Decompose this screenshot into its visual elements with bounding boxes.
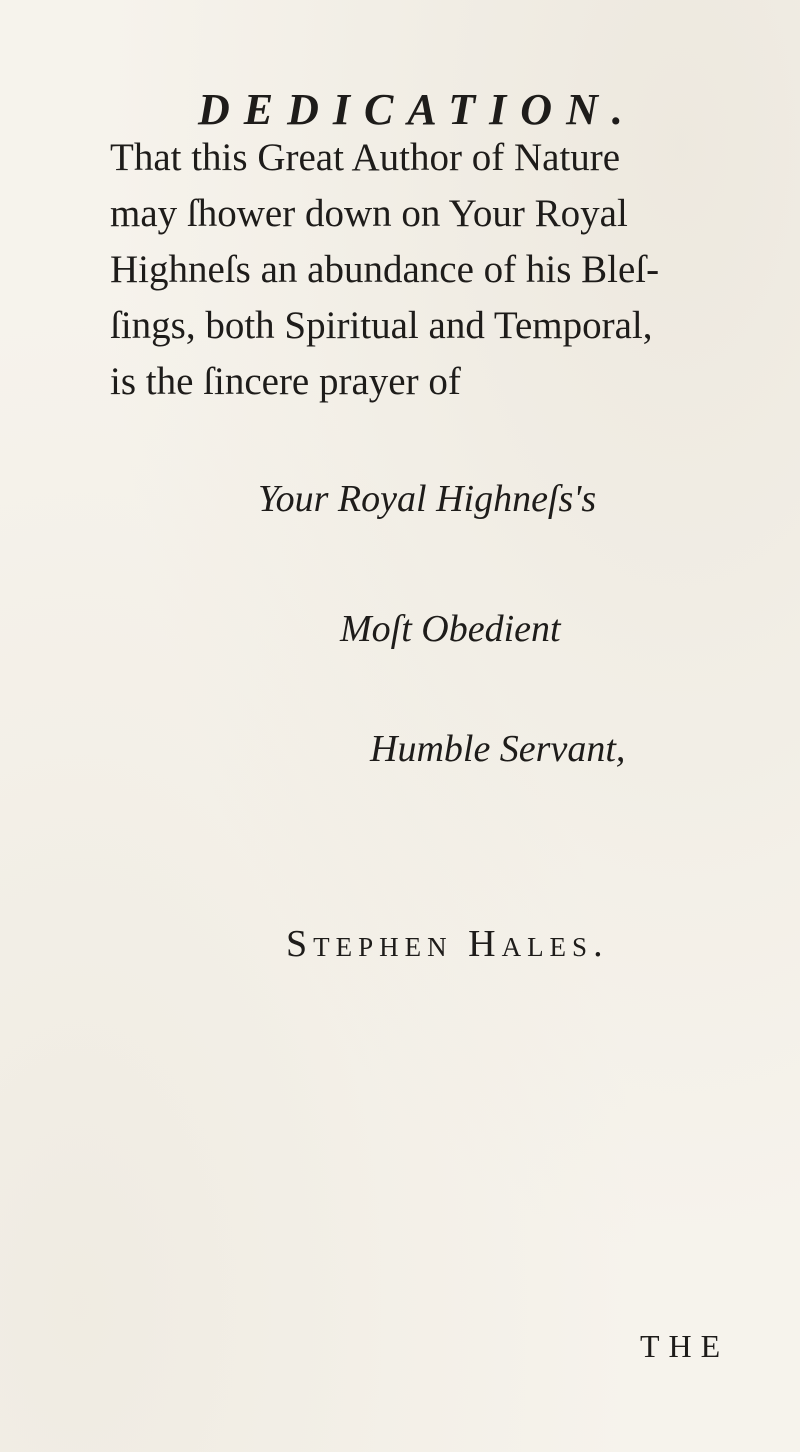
body-line-5: is the ſincere prayer of	[110, 360, 461, 403]
body-line-1: That this Great Author of Nature	[110, 136, 621, 179]
author-signature: Stephen Hales.	[286, 923, 609, 965]
page-heading: DEDICATION.	[198, 85, 637, 134]
closing-line-humble-servant: Humble Servant,	[370, 728, 626, 770]
body-line-3: Highneſs an abundance of his Bleſ-	[110, 248, 660, 291]
closing-line-royal-highness: Your Royal Highneſs's	[258, 478, 597, 520]
body-line-2: may ſhower down on Your Royal	[110, 192, 628, 235]
body-line-4: ſings, both Spiritual and Temporal,	[110, 304, 653, 347]
catchword: THE	[640, 1328, 730, 1364]
closing-line-most-obedient: Moſt Obedient	[340, 608, 561, 650]
dedication-body	[110, 130, 659, 410]
